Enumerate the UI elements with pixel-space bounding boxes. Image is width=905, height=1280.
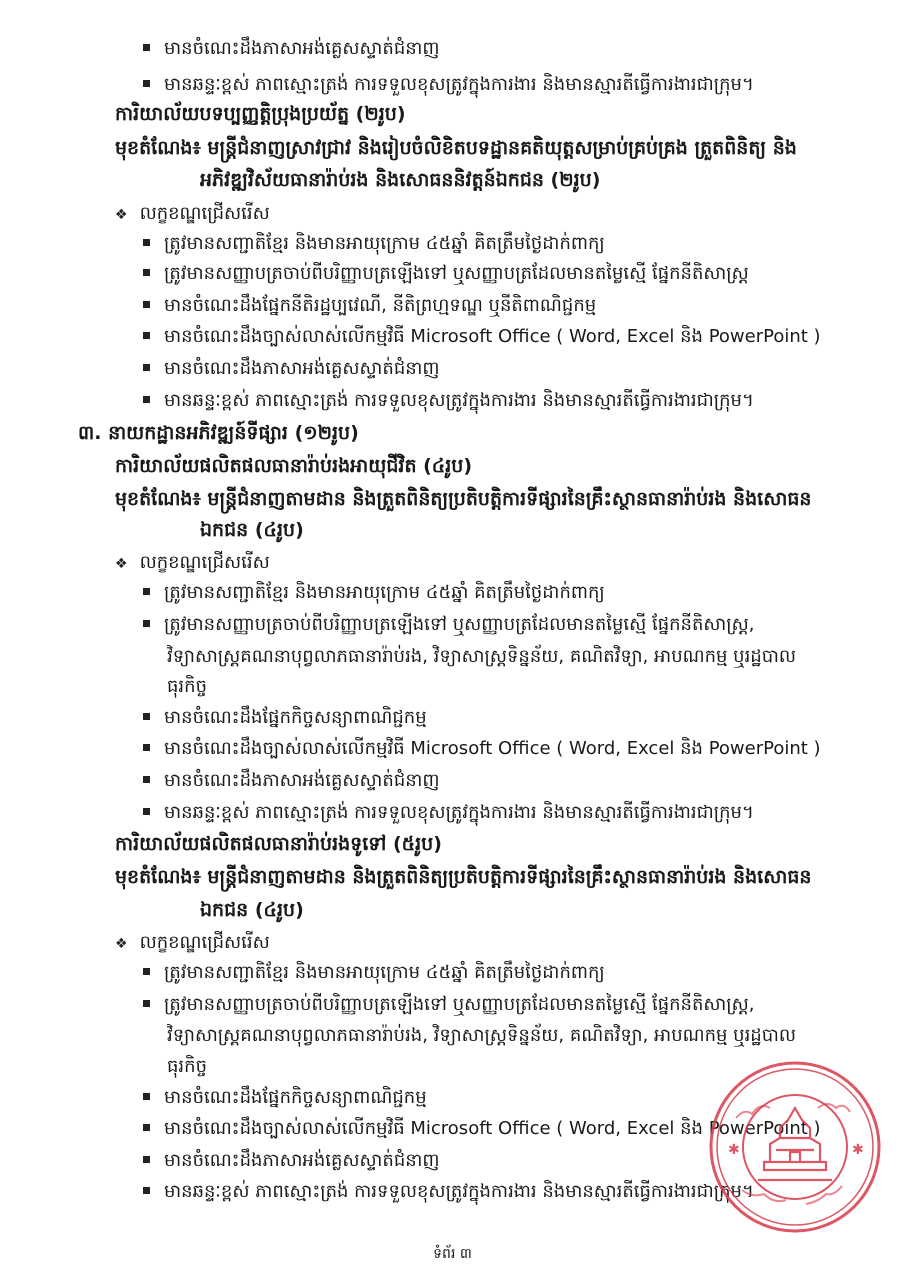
square-bullet-icon xyxy=(143,1187,150,1194)
square-bullet-icon xyxy=(143,968,150,975)
square-bullet-icon xyxy=(143,44,150,51)
bullet-item: មានចំណេះដឹងផ្នែកកិច្ចសន្យាពាណិជ្ជកម្ម xyxy=(143,1083,427,1113)
bullet-item: ត្រូវមានសញ្ជាតិខ្មែរ និងមានអាយុក្រោម ៤៥ឆ្នាំ គិតត្រឹមថ្ងៃដាក់ពាក្យ xyxy=(143,958,605,988)
square-bullet-icon xyxy=(143,776,150,783)
diamond-bullet-icon: ❖ xyxy=(115,936,128,952)
bullet-item: ត្រូវមានសញ្ជាតិខ្មែរ និងមានអាយុក្រោម ៤៥ឆ្នាំ គិតត្រឹមថ្ងៃដាក់ពាក្យ xyxy=(143,229,605,259)
position-title-continued: អភិវឌ្ឍវិស័យធានារ៉ាប់រង និងសោធននិវត្តន៍ឯកជន (២រូប) xyxy=(200,169,601,191)
square-bullet-icon xyxy=(143,713,150,720)
square-bullet-icon xyxy=(143,1093,150,1100)
svg-text:✱: ✱ xyxy=(852,1142,864,1158)
bullet-item: មានឆន្ទៈខ្ពស់ ភាពស្មោះត្រង់ ការទទួលខុសត្រូវក្នុងការងារ និងមានស្មារតីធ្វើការងារជាក្រុម។ xyxy=(143,70,754,100)
position-title: មុខតំណែង៖ មន្ត្រីជំនាញតាមដាន និងត្រួតពិនិត្យប្រតិបត្តិការទីផ្សារនៃគ្រឹះស្ថានធានារ៉ាប់រង និងសោធន xyxy=(115,488,812,510)
position-title: មុខតំណែង៖ មន្ត្រីជំនាញស្រាវជ្រាវ និងរៀបចំលិខិតបទដ្ឋានគតិយុត្តសម្រាប់គ្រប់គ្រង ត្រួតពិនិត្យ និង xyxy=(115,137,797,159)
office-heading: ការិយាល័យបទប្បញ្ញត្តិប្រុងប្រយ័ត្ន (២រូប) xyxy=(115,103,406,125)
position-title-continued: ឯកជន (៤រូប) xyxy=(200,899,304,921)
bullet-continuation: វិទ្យាសាស្ត្រគណនាបុព្វលាភធានារ៉ាប់រង, វិទ្យាសាស្ត្រទិន្នន័យ, គណិតវិទ្យា, អាបណកម្ម ឬរដ្ឋបាល xyxy=(167,1025,797,1046)
official-seal-icon xyxy=(706,1058,884,1236)
office-heading: ការិយាល័យផលិតផលធានារ៉ាប់រងទូទៅ (៥រូប) xyxy=(115,833,442,855)
square-bullet-icon xyxy=(143,588,150,595)
square-bullet-icon xyxy=(143,744,150,751)
bullet-item: មានចំណេះដឹងភាសាអង់គ្លេសស្ទាត់ជំនាញ xyxy=(143,1146,440,1176)
bullet-item: មានចំណេះដឹងច្បាស់លាស់លើកម្មវិធី Microsoft Office ( Word, Excel និង PowerPoint ) xyxy=(143,322,821,352)
bullet-item: ត្រូវមានសញ្ញាបត្រចាប់ពីបរិញ្ញាបត្រឡើងទៅ ឬសញ្ញាបត្រដែលមានតម្លៃស្មើ ផ្នែកនីតិសាស្ត្រ, xyxy=(143,990,754,1020)
criteria-heading: ❖ លក្ខខណ្ឌជ្រើសរើស xyxy=(115,199,270,230)
position-title: មុខតំណែង៖ មន្ត្រីជំនាញតាមដាន និងត្រួតពិនិត្យប្រតិបត្តិការទីផ្សារនៃគ្រឹះស្ថានធានារ៉ាប់រង និងសោធន xyxy=(115,866,812,888)
square-bullet-icon xyxy=(143,620,150,627)
bullet-item: ត្រូវមានសញ្ញាបត្រចាប់ពីបរិញ្ញាបត្រឡើងទៅ ឬសញ្ញាបត្រដែលមានតម្លៃស្មើ ផ្នែកនីតិសាស្ត្រ xyxy=(143,259,749,289)
bullet-item: ត្រូវមានសញ្ជាតិខ្មែរ និងមានអាយុក្រោម ៤៥ឆ្នាំ គិតត្រឹមថ្ងៃដាក់ពាក្យ xyxy=(143,578,605,608)
position-title-continued: ឯកជន (៤រូប) xyxy=(200,519,304,541)
square-bullet-icon xyxy=(143,301,150,308)
bullet-item: មានឆន្ទៈខ្ពស់ ភាពស្មោះត្រង់ ការទទួលខុសត្រូវក្នុងការងារ និងមានស្មារតីធ្វើការងារជាក្រុម។ xyxy=(143,1177,754,1207)
square-bullet-icon xyxy=(143,808,150,815)
square-bullet-icon xyxy=(143,1124,150,1131)
page-number: ទំព័រ ៣ xyxy=(433,1246,472,1262)
criteria-heading: ❖ លក្ខខណ្ឌជ្រើសរើស xyxy=(115,928,270,959)
bullet-item: មានចំណេះដឹងច្បាស់លាស់លើកម្មវិធី Microsoft Office ( Word, Excel និង PowerPoint ) xyxy=(143,1114,821,1144)
square-bullet-icon xyxy=(143,396,150,403)
square-bullet-icon xyxy=(143,364,150,371)
section-heading: ៣. នាយកដ្ឋានអភិវឌ្ឍន៍ទីផ្សារ (១២រូប) xyxy=(78,422,359,444)
bullet-continuation: ធុរកិច្ច xyxy=(167,676,207,697)
square-bullet-icon xyxy=(143,1000,150,1007)
square-bullet-icon xyxy=(143,80,150,87)
bullet-item: មានឆន្ទៈខ្ពស់ ភាពស្មោះត្រង់ ការទទួលខុសត្រូវក្នុងការងារ និងមានស្មារតីធ្វើការងារជាក្រុម។ xyxy=(143,386,754,416)
bullet-item: មានចំណេះដឹងច្បាស់លាស់លើកម្មវិធី Microsoft Office ( Word, Excel និង PowerPoint ) xyxy=(143,734,821,764)
diamond-bullet-icon: ❖ xyxy=(115,556,128,572)
bullet-continuation: វិទ្យាសាស្ត្រគណនាបុព្វលាភធានារ៉ាប់រង, វិទ្យាសាស្ត្រទិន្នន័យ, គណិតវិទ្យា, អាបណកម្ម ឬរដ្ឋបាល xyxy=(167,646,797,667)
diamond-bullet-icon: ❖ xyxy=(115,207,128,223)
bullet-item: មានចំណេះដឹងភាសាអង់គ្លេសស្ទាត់ជំនាញ xyxy=(143,354,440,384)
office-heading: ការិយាល័យផលិតផលធានារ៉ាប់រងអាយុជីវិត (៤រូប) xyxy=(115,455,473,477)
square-bullet-icon xyxy=(143,239,150,246)
square-bullet-icon xyxy=(143,1156,150,1163)
bullet-item: ត្រូវមានសញ្ញាបត្រចាប់ពីបរិញ្ញាបត្រឡើងទៅ ឬសញ្ញាបត្រដែលមានតម្លៃស្មើ ផ្នែកនីតិសាស្ត្រ, xyxy=(143,610,754,640)
bullet-item: មានចំណេះដឹងផ្នែកកិច្ចសន្យាពាណិជ្ជកម្ម xyxy=(143,703,427,733)
svg-text:✱: ✱ xyxy=(728,1142,740,1158)
square-bullet-icon xyxy=(143,269,150,276)
bullet-item: មានចំណេះដឹងភាសាអង់គ្លេសស្ទាត់ជំនាញ xyxy=(143,766,440,796)
bullet-item: មានឆន្ទៈខ្ពស់ ភាពស្មោះត្រង់ ការទទួលខុសត្រូវក្នុងការងារ និងមានស្មារតីធ្វើការងារជាក្រុម។ xyxy=(143,798,754,828)
bullet-item: មានចំណេះដឹងផ្នែកនីតិរដ្ឋប្បវេណី, នីតិព្រហ្មទណ្ឌ ឬនីតិពាណិជ្ជកម្ម xyxy=(143,291,596,321)
bullet-item: មានចំណេះដឹងភាសាអង់គ្លេសស្ទាត់ជំនាញ xyxy=(143,34,440,64)
criteria-heading: ❖ លក្ខខណ្ឌជ្រើសរើស xyxy=(115,548,270,579)
bullet-continuation: ធុរកិច្ច xyxy=(167,1056,207,1077)
square-bullet-icon xyxy=(143,332,150,339)
